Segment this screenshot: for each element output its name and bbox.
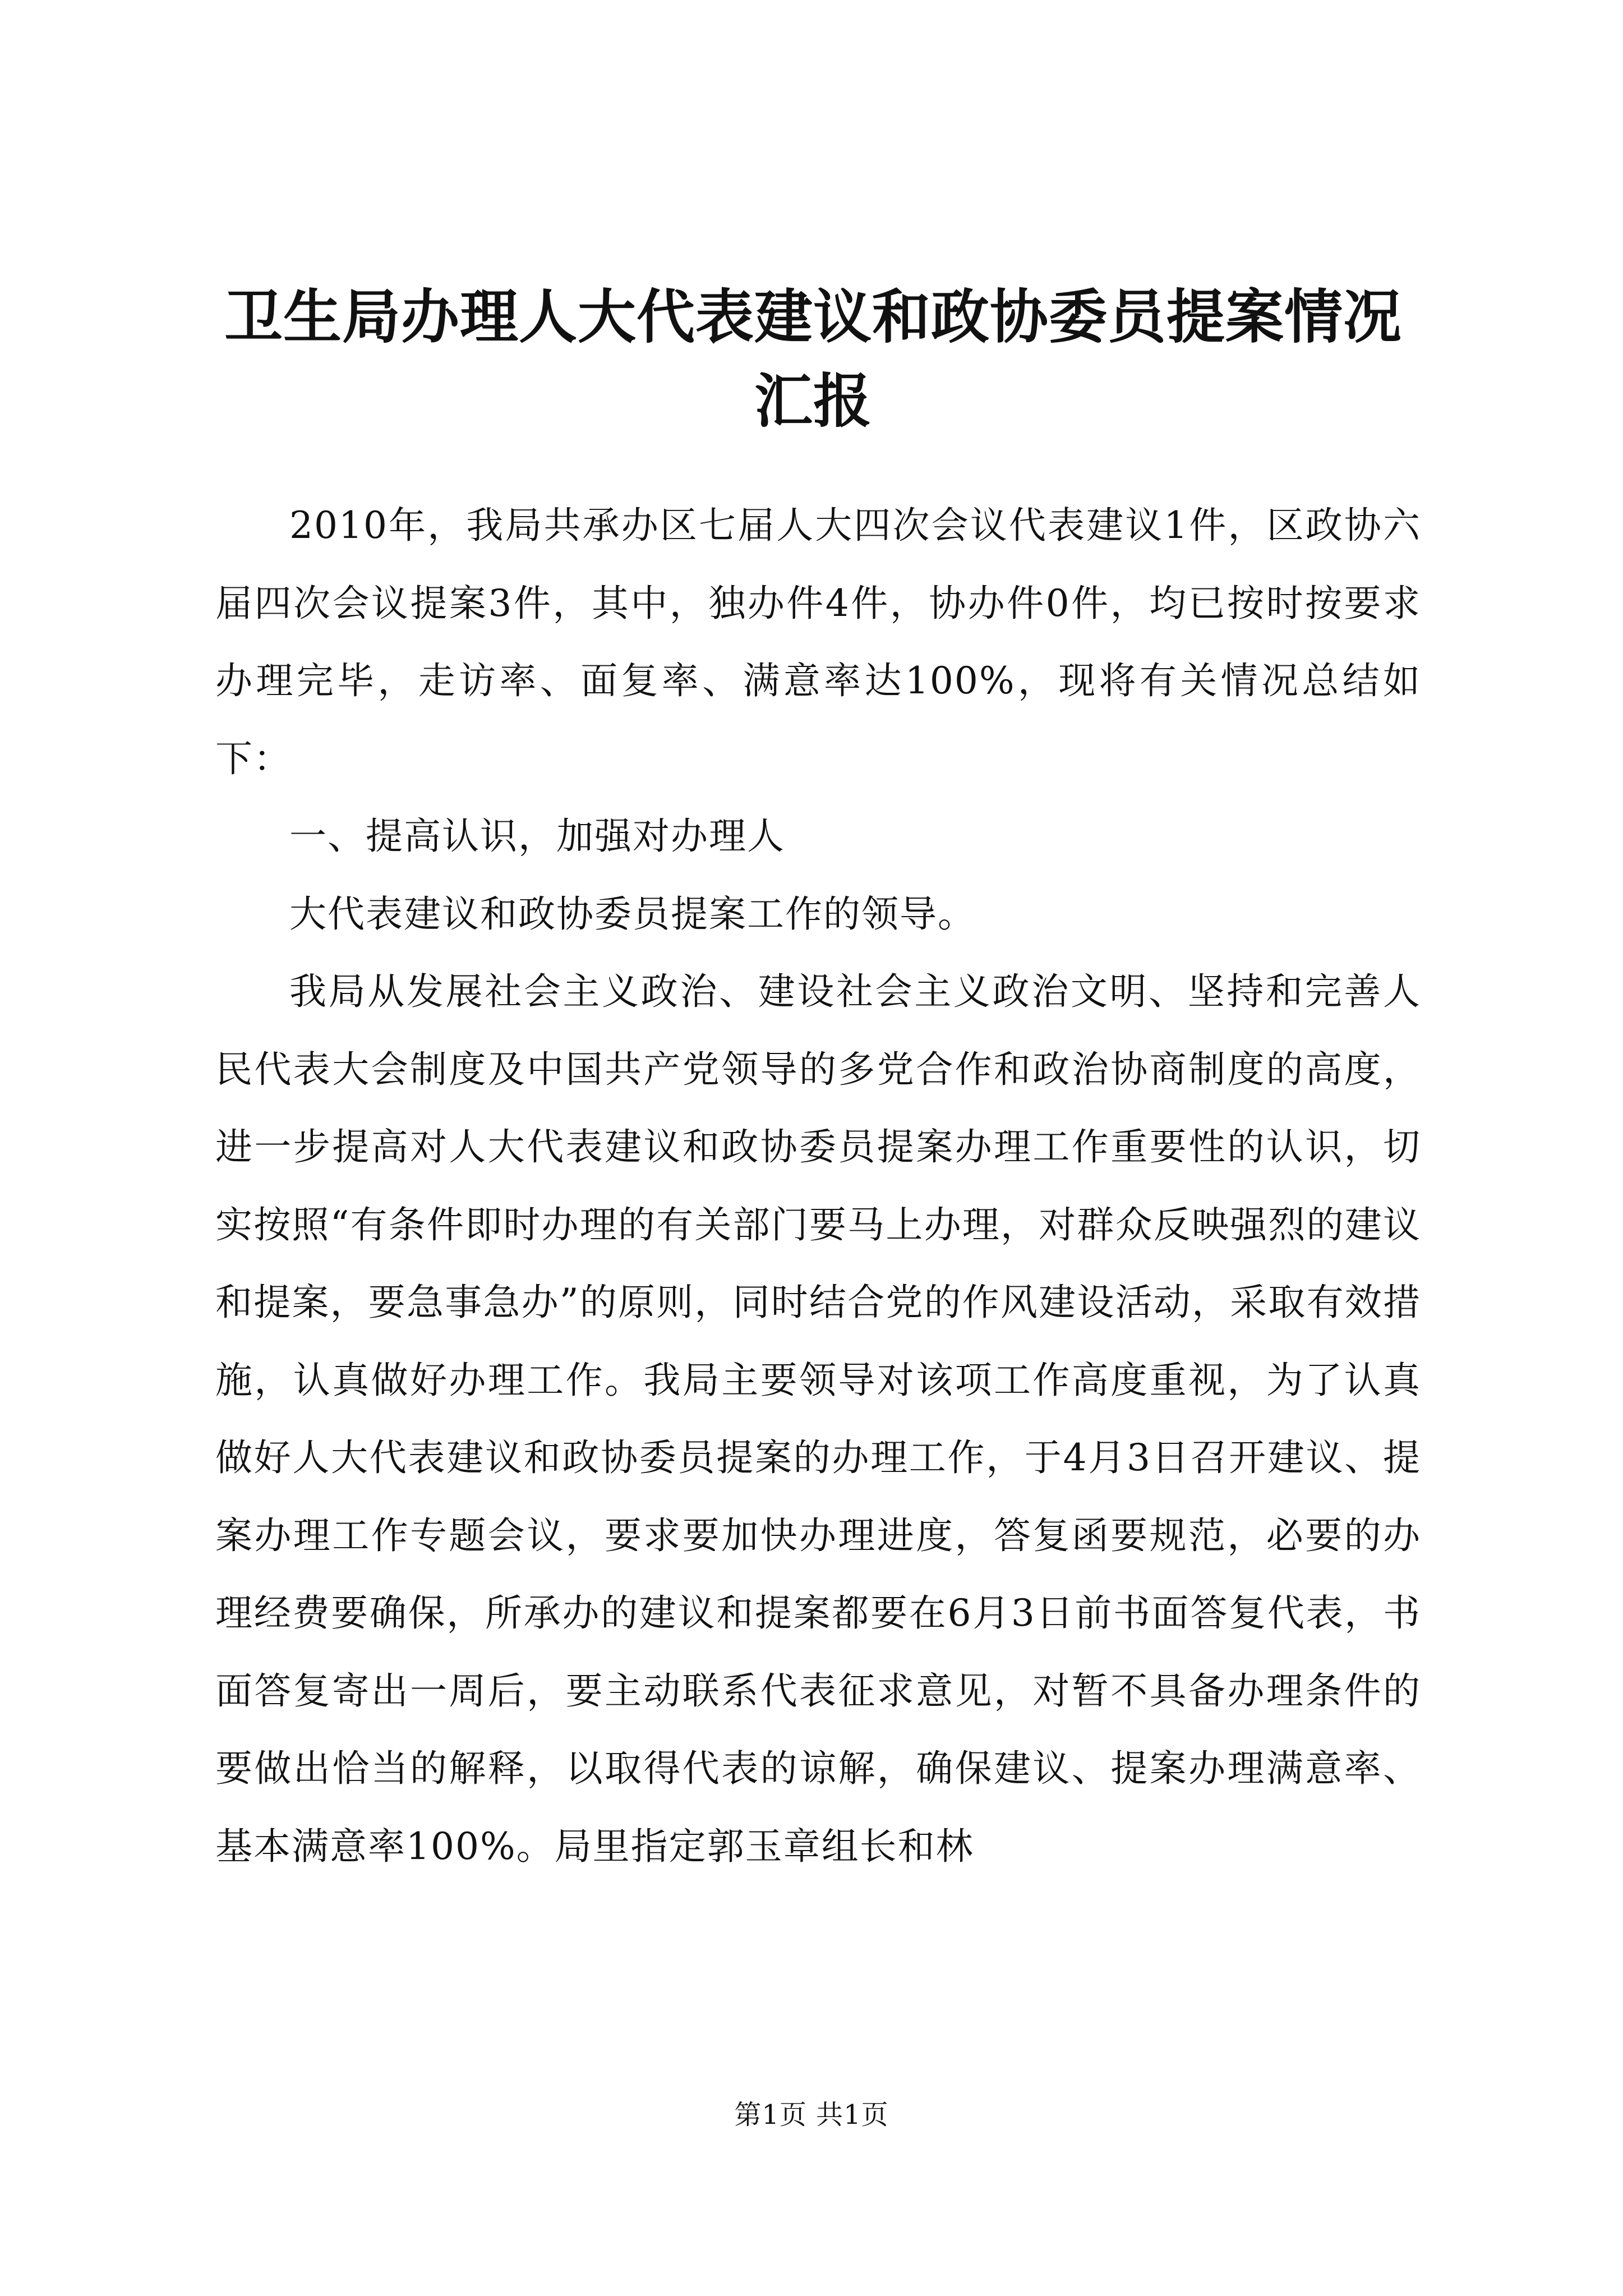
document-title: 卫生局办理人大代表建议和政协委员提案情况汇报 [224,282,1402,435]
section-heading-1: 一、提高认识，加强对办理人 [289,815,785,858]
page-footer: 第1页 共1页 [734,2099,889,2131]
section-heading-1-continued: 大代表建议和政协委员提案工作的领导。 [289,892,976,936]
paragraph-main: 我局从发展社会主义政治、建设社会主义政治文明、坚持和完善人民代表大会制度及中国共产党领导的多党合作和政治协商制度的高度，进一步提高对人大代表建议和政协委员提案办理工作重要性的认识，切实按照“有条件即时办理的有关部门要马上办理，对群众反映强烈的建议和提案，要急事急办”的原则，同时结合党的作风建设活动，采取有效措施，认真做好办理工作。我局主要领导对该项工作高度重视，为了认真做好人大代表建议和政协委员提案的办理工作，于4月3日召开建议、提案办理工作专题会议，要求要加快办理进度，答复函要规范，必要的办理经费要确保，所承办的建议和提案都要在6月3日前书面答复代表，书面答复寄出一周后，要主动联系代表征求意见，对暂不具备办理条件的要做出恰当的解释，以取得代表的谅解，确保建议、提案办理满意率、基本满意率100%。局里指定郭玉章组长和林 [215,970,1421,1868]
document-body [215,487,1421,1885]
paragraph-intro: 2010年，我局共承办区七届人大四次会议代表建议1件，区政协六届四次会议提案3件，其中，独办件4件，协办件0件，均已按时按要求办理完毕，走访率、面复率、满意率达100%，现将有关情况总结如下： [215,504,1421,780]
